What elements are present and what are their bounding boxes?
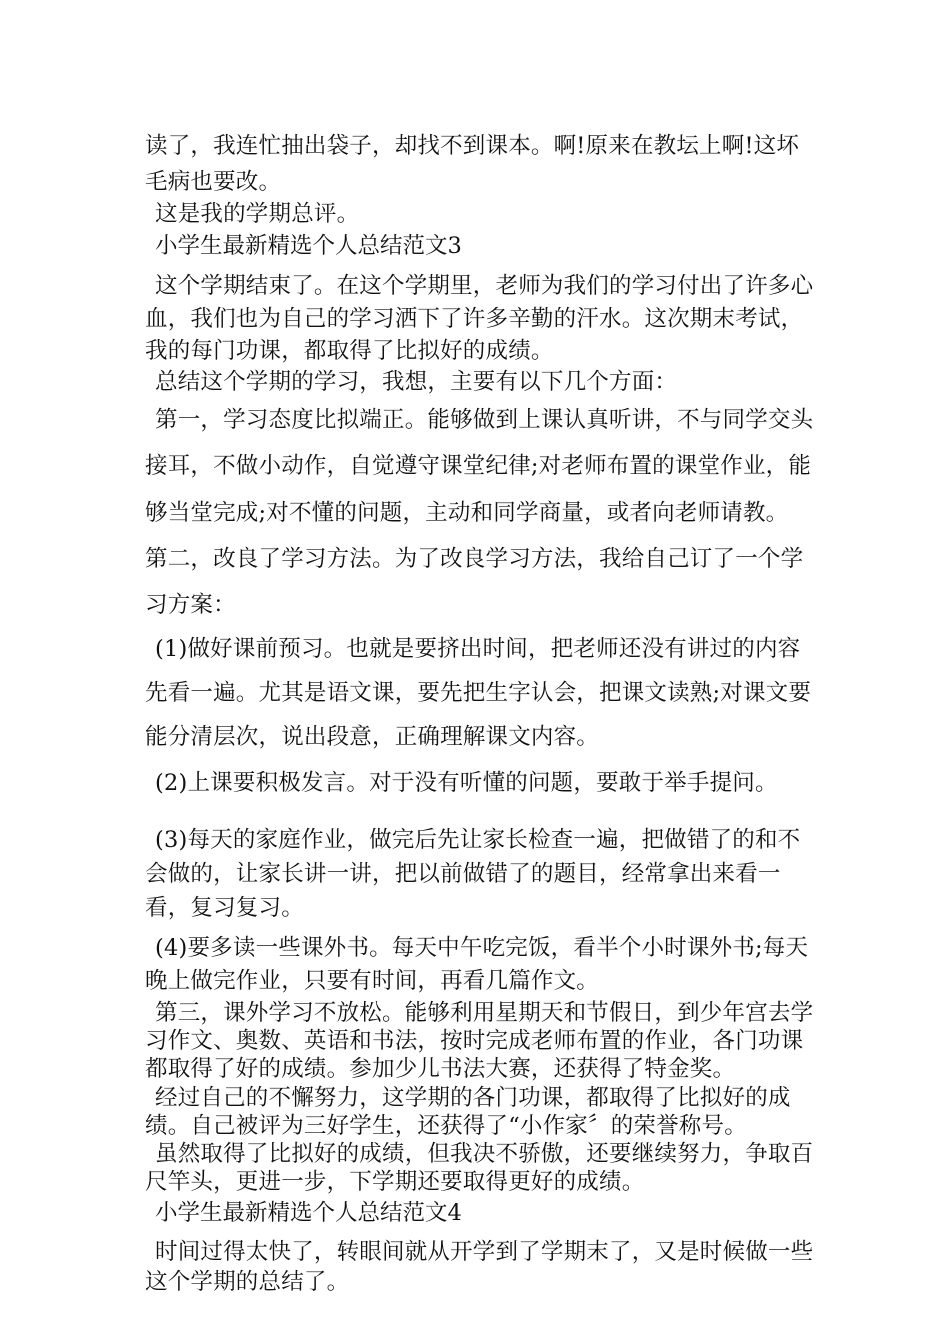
paragraph-6: (1)做好课前预习。也就是要挤出时间，把老师还没有讲过的内容先看一遍。尤其是语文课，要先把生字认会，把课文读熟;对课文要能分清层次，说出段意，正确理解课文内容。 — [145, 635, 812, 750]
paragraph-3: 这个学期结束了。在这个学期里，老师为我们的学习付出了许多心血，我们也为自己的学习洒下了许多辛勤的汗水。这次期末考试，我的每门功课，都取得了比拟好的成绩。 — [145, 273, 814, 365]
paragraph-4: 总结这个学期的学习，我想，主要有以下几个方面： — [155, 369, 678, 395]
paragraph-8: (3)每天的家庭作业，做完后先让家长检查一遍，把做错了的和不会做的，让家长讲一讲，把以前做错了的题目，经常拿出来看一看，复习复习。 — [145, 827, 801, 921]
paragraph-13: 时间过得太快了，转眼间就从开学到了学期末了，又是时候做一些这个学期的总结了。 — [145, 1238, 814, 1296]
section-heading-3: 小学生最新精选个人总结范文3 — [155, 233, 462, 260]
paragraph-12: 虽然取得了比拟好的成绩，但我决不骄傲，还要继续努力，争取百尺竿头，更进一步，下学期还要取得更好的成绩。 — [145, 1140, 814, 1195]
document-page — [145, 128, 815, 1298]
paragraph-7: (2)上课要积极发言。对于没有听懂的问题，要敢于举手提问。 — [155, 769, 778, 796]
paragraph-9: (4)要多读一些课外书。每天中午吃完饭，看半个小时课外书;每天晚上做完作业，只要有时间，再看几篇作文。 — [145, 934, 809, 995]
paragraph-2: 这是我的学期总评。 — [155, 201, 360, 227]
paragraph-10: 第三，课外学习不放松。能够利用星期天和节假日，到少年宫去学习作文、奥数、英语和书法，按时完成老师布置的作业，各门功课都取得了好的成绩。参加少儿书法大赛，还获得了特金奖。 — [145, 1000, 814, 1083]
section-heading-4: 小学生最新精选个人总结范文4 — [155, 1200, 462, 1226]
paragraph-1: 读了，我连忙抽出袋子，却找不到课本。啊!原来在教坛上啊!这坏毛病也要改。 — [145, 133, 800, 195]
paragraph-5: 第一，学习态度比拟端正。能够做到上课认真听讲，不与同学交头接耳，不做小动作，自觉遵守课堂纪律;对老师布置的课堂作业，能够当堂完成;对不懂的问题，主动和同学商量，或者向老师请教。 第二，改良了学习方法。为了改良学习方法，我给自己订了一个学习方案： — [145, 407, 814, 618]
paragraph-11: 经过自己的不懈努力，这学期的各门功课，都取得了比拟好的成绩。自己被评为三好学生，还获得了“小作家〞的荣誉称号。 — [145, 1084, 791, 1139]
